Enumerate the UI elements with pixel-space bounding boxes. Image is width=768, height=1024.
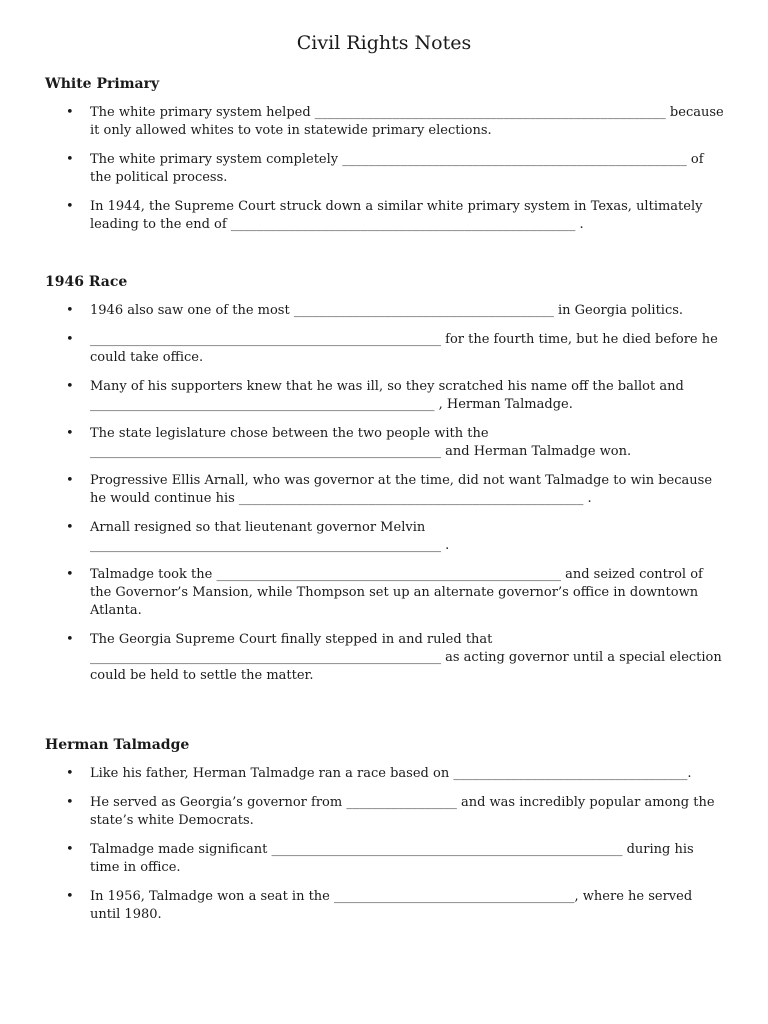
section-heading: White Primary [45,76,160,92]
item-text: . [441,538,450,553]
item-text: , Herman Talmadge. [434,397,573,412]
item-text: of the political process. [90,152,704,185]
section-white-primary [45,76,725,245]
list-item [45,151,725,187]
item-text: Arnall resigned so that lieutenant governor Melvin [90,520,426,535]
item-text: in Georgia politics. [553,303,684,318]
fill-in-blank: ______________________________________________________ [90,444,441,459]
item-text: Talmadge made significant [90,842,272,857]
list-item [45,378,725,414]
list-item [45,198,725,234]
list-item [45,794,725,830]
item-text: . [583,491,592,506]
list-item [45,472,725,508]
item-text: The white primary system completely [90,152,343,167]
fill-in-blank: ______________________________________________________ [90,538,441,553]
list-item [45,519,725,555]
item-text: as acting governor until a special election could be held to settle the matter. [90,650,722,683]
list-item [45,765,725,783]
item-text: , where he served until 1980. [90,889,693,922]
section-1946-race [45,274,725,696]
item-text: 1946 also saw one of the most [90,303,294,318]
fill-in-blank: _____________________________________________________ [230,217,576,232]
list-item [45,631,725,685]
fill-in-blank: ________________________________________ [293,303,554,318]
item-text: and seized control of the Governor’s Mansion, while Thompson set up an alternate governor’s office in downtown Atlanta. [90,567,703,618]
item-text: The Georgia Supreme Court finally stepped in and ruled that [90,632,493,647]
section-heading: 1946 Race [45,274,128,290]
item-text: Talmadge took the [90,567,217,582]
fill-in-blank: ______________________________________________________ [271,842,623,857]
item-text: . [575,217,584,232]
fill-in-blank: ______________________________________________________ [90,332,441,347]
fill-in-blank: _________________ [346,795,457,810]
fill-in-blank: ______________________________________________________ [90,650,441,665]
item-text: for the fourth time, but he died before he could take office. [90,332,718,365]
bullet-list [45,765,725,924]
fill-in-blank: _____________________________________________________ [238,491,584,506]
item-text: Like his father, Herman Talmadge ran a race based on [90,766,454,781]
fill-in-blank: _____________________________________________________ [216,567,561,582]
item-text: The white primary system helped [90,105,315,120]
bullet-list [45,302,725,685]
list-item [45,331,725,367]
fill-in-blank: _____________________________________________________ [342,152,687,167]
item-text: Progressive Ellis Arnall, who was governor at the time, did not want Talmadge to win because he would continue his [90,473,713,506]
item-text: . [687,766,692,781]
item-text: In 1956, Talmadge won a seat in the [90,889,335,904]
list-item [45,302,725,320]
page-title: Civil Rights Notes [296,32,472,54]
list-item [45,104,725,140]
fill-in-blank: _____________________________________ [334,889,575,904]
list-item [45,425,725,461]
section-herman-talmadge [45,737,725,935]
section-heading: Herman Talmadge [45,737,190,753]
bullet-list [45,104,725,234]
list-item [45,841,725,877]
fill-in-blank: _____________________________________________________ [90,397,435,412]
item-text: during his time in office. [90,842,694,875]
item-text: He served as Georgia’s governor from [90,795,347,810]
item-text: In 1944, the Supreme Court struck down a similar white primary system in Texas, ultimately leading to the end of [90,199,703,232]
item-text: because it only allowed whites to vote in statewide primary elections. [90,105,724,138]
item-text: and was incredibly popular among the state’s white Democrats. [90,795,715,828]
item-text: and Herman Talmadge won. [441,444,632,459]
fill-in-blank: ____________________________________ [453,766,688,781]
list-item [45,888,725,924]
item-text: Many of his supporters knew that he was ill, so they scratched his name off the ballot and [90,379,684,394]
item-text: The state legislature chose between the two people with the [90,426,489,441]
fill-in-blank: ______________________________________________________ [314,105,666,120]
list-item [45,566,725,620]
